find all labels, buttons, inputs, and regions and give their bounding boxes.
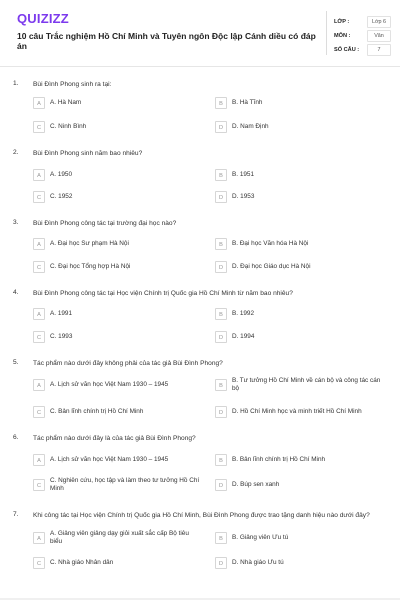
option-b[interactable] (215, 306, 381, 322)
option-b[interactable] (215, 236, 381, 252)
option-c[interactable] (33, 555, 199, 571)
option-text: B. Bản lĩnh chính trị Hồ Chí Minh (232, 456, 326, 463)
option-letter-box: B (215, 238, 227, 250)
question-text: Bùi Đình Phong công tác tại trường đại học nào? (33, 220, 177, 227)
option-c[interactable] (33, 259, 199, 275)
question-text: Bùi Đình Phong sinh ra tại: (33, 81, 112, 88)
option-letter-box: A (33, 97, 45, 109)
option-text: B. Giảng viên Ưu tú (232, 534, 289, 541)
option-letter-box: B (215, 169, 227, 181)
option-letter-box: A (33, 454, 45, 466)
meta-grade-label: LỚP : (334, 19, 350, 25)
option-letter-box: D (215, 331, 227, 343)
option-letter-box: D (215, 261, 227, 273)
option-letter-box: B (215, 379, 227, 391)
question-text: Tác phẩm nào dưới đây không phải của tác giả Bùi Đình Phong? (33, 360, 223, 367)
meta-count (334, 44, 394, 56)
option-text: C. Nghiên cứu, học tập và làm theo tư tưởng Hồ Chí Minh (50, 477, 200, 492)
option-text: A. 1991 (50, 310, 73, 317)
question-number: 3. (13, 219, 19, 226)
option-d[interactable] (215, 189, 381, 205)
option-a[interactable] (33, 95, 199, 111)
header-divider (0, 66, 400, 67)
option-letter-box: A (33, 308, 45, 320)
option-letter-box: C (33, 479, 45, 491)
question-number: 7. (13, 511, 19, 518)
option-text: A. Giảng viên giảng dạy giỏi xuất sắc cấp Bộ tiêu biểu (50, 530, 189, 545)
meta-count-value: 7 (367, 44, 391, 56)
question-text: Khi công tác tại Học viện Chính trị Quốc gia Hồ Chí Minh, Bùi Đình Phong được trao tặng danh hiệu nào dưới đây? (33, 512, 370, 519)
option-d[interactable] (215, 119, 381, 135)
option-text: A. Hà Nam (50, 99, 82, 106)
option-d[interactable] (215, 404, 381, 420)
option-letter-box: C (33, 406, 45, 418)
option-text: B. Hà Tĩnh (232, 99, 263, 106)
option-text: A. Lịch sử văn học Việt Nam 1930 – 1945 (50, 381, 169, 388)
option-text: A. Lịch sử văn học Việt Nam 1930 – 1945 (50, 456, 169, 463)
meta-grade (334, 16, 394, 28)
meta-count-label: SỐ CÂU : (334, 47, 360, 53)
option-letter-box: D (215, 557, 227, 569)
option-c[interactable] (33, 329, 199, 345)
option-text: C. Nhà giáo Nhân dân (50, 559, 114, 566)
option-d[interactable] (215, 555, 381, 571)
option-d[interactable] (215, 329, 381, 345)
option-letter-box: C (33, 191, 45, 203)
question-text: Tác phẩm nào dưới đây là của tác giả Bùi Đình Phong? (33, 435, 196, 442)
option-d[interactable] (215, 477, 381, 493)
option-text: B. 1992 (232, 310, 255, 317)
question-number: 2. (13, 149, 19, 156)
option-text: D. Đại học Giáo dục Hà Nội (232, 263, 311, 270)
option-b[interactable] (215, 95, 381, 111)
option-c[interactable] (33, 119, 199, 135)
option-text: D. Nam Định (232, 123, 269, 130)
option-text: C. Ninh Bình (50, 123, 87, 130)
option-a[interactable] (33, 377, 199, 393)
question-text: Bùi Đình Phong sinh năm bao nhiêu? (33, 150, 143, 157)
worksheet-title: 10 câu Trắc nghiệm Hồ Chí Minh và Tuyên ngôn Độc lập Cánh diều có đáp án (17, 31, 316, 51)
option-text: A. 1950 (50, 171, 73, 178)
question-number: 1. (13, 80, 19, 87)
meta-divider (326, 11, 327, 55)
option-letter-box: D (215, 191, 227, 203)
option-text: C. Bản lĩnh chính trị Hồ Chí Minh (50, 408, 144, 415)
option-text: B. Tư tưởng Hồ Chí Minh về cán bộ và công tác cán bộ (232, 377, 381, 392)
option-letter-box: C (33, 261, 45, 273)
option-letter-box: C (33, 331, 45, 343)
question-number: 4. (13, 289, 19, 296)
option-text: B. Đại học Văn hóa Hà Nội (232, 240, 309, 247)
meta-subject-label: MÔN : (334, 33, 351, 39)
question-number: 6. (13, 434, 19, 441)
option-text: C. 1952 (50, 193, 73, 200)
option-text: D. Nhà giáo Ưu tú (232, 559, 284, 566)
worksheet-header (0, 0, 400, 66)
option-text: D. 1994 (232, 333, 255, 340)
option-letter-box: A (33, 169, 45, 181)
option-text: B. 1951 (232, 171, 255, 178)
option-letter-box: C (33, 557, 45, 569)
question-text: Bùi Đình Phong công tác tại Học viện Chính trị Quốc gia Hồ Chí Minh từ năm bao nhiêu? (33, 290, 293, 297)
meta-grade-value: Lớp 6 (367, 16, 391, 28)
option-letter-box: B (215, 97, 227, 109)
option-letter-box: C (33, 121, 45, 133)
option-c[interactable] (33, 189, 199, 205)
option-a[interactable] (33, 452, 199, 468)
option-letter-box: B (215, 454, 227, 466)
option-letter-box: D (215, 406, 227, 418)
option-b[interactable] (215, 452, 381, 468)
option-c[interactable] (33, 404, 199, 420)
option-b[interactable] (215, 377, 381, 393)
quizizz-logo: QUIZIZZ (17, 11, 69, 26)
option-c[interactable] (33, 477, 199, 493)
option-a[interactable] (33, 167, 199, 183)
option-text: D. Hồ Chí Minh học và minh triết Hồ Chí Minh (232, 408, 362, 415)
meta-subject-value: Văn (367, 30, 391, 42)
option-text: A. Đại học Sư phạm Hà Nội (50, 240, 129, 247)
option-letter-box: D (215, 479, 227, 491)
option-letter-box: A (33, 379, 45, 391)
option-b[interactable] (215, 167, 381, 183)
option-b[interactable] (215, 530, 381, 546)
option-letter-box: D (215, 121, 227, 133)
meta-subject (334, 30, 394, 42)
option-letter-box: B (215, 308, 227, 320)
option-letter-box: A (33, 532, 45, 544)
option-a[interactable] (33, 306, 199, 322)
option-letter-box: B (215, 532, 227, 544)
question-number: 5. (13, 359, 19, 366)
option-text: C. 1993 (50, 333, 73, 340)
option-text: D. Búp sen xanh (232, 481, 280, 488)
option-a[interactable] (33, 236, 199, 252)
option-text: D. 1953 (232, 193, 255, 200)
option-letter-box: A (33, 238, 45, 250)
option-d[interactable] (215, 259, 381, 275)
option-text: C. Đại học Tổng hợp Hà Nội (50, 263, 131, 270)
option-a[interactable] (33, 530, 199, 546)
